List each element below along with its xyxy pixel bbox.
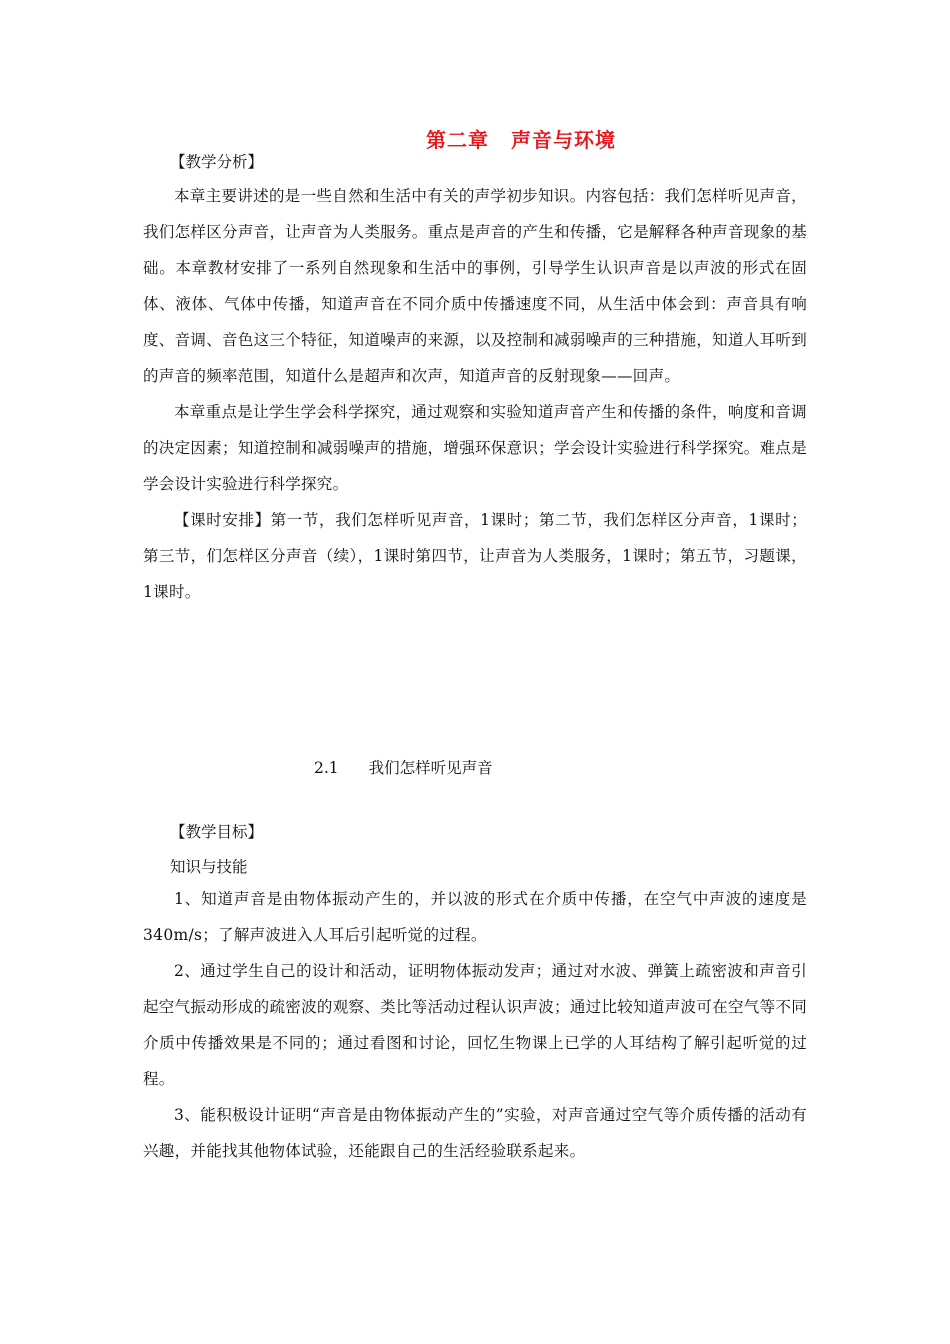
objective-item: 1、知道声音是由物体振动产生的，并以波的形式在介质中传播，在空气中声波的速度是340m/s；了解声波进入人耳后引起听觉的过程。: [143, 890, 807, 944]
objective-item: 2、通过学生自己的设计和活动，证明物体振动发声；通过对水波、弹簧上疏密波和声音引起空气振动形成的疏密波的观察、类比等活动过程认识声波；通过比较知道声波可在空气等不同介质中传播效果是不同的；通过看图和讨论，回忆生物课上已学的人耳结构了解引起听觉的过程。: [143, 962, 807, 1088]
schedule-paragraph: 【课时安排】第一节，我们怎样听见声音，1课时；第二节，我们怎样区分声音，1课时；第三节，们怎样区分声音（续），1课时第四节，让声音为人类服务，1课时；第五节，习题课，1课时。: [143, 511, 807, 601]
analysis-heading: 【教学分析】: [170, 153, 264, 171]
objectives-heading: 【教学目标】: [170, 823, 264, 841]
objective-item: 3、能积极设计证明“声音是由物体振动产生的”实验，对声音通过空气等介质传播的活动有兴趣，并能找其他物体试验，还能跟自己的生活经验联系起来。: [143, 1106, 807, 1160]
section-name: 我们怎样听见声音: [368, 759, 493, 777]
objectives-body: [143, 881, 807, 1169]
objectives-subheading: 知识与技能: [170, 858, 248, 876]
chapter-title: [426, 124, 616, 153]
section-number: 2.1: [314, 759, 339, 777]
analysis-body: [143, 178, 807, 610]
section-title: [314, 756, 493, 778]
chapter-label: 第二章: [426, 128, 489, 152]
analysis-paragraph: 本章重点是让学生学会科学探究，通过观察和实验知道声音产生和传播的条件，响度和音调的决定因素；知道控制和减弱噪声的措施，增强环保意识；学会设计实验进行科学探究。难点是学会设计实验进行科学探究。: [143, 403, 807, 493]
chapter-name: 声音与环境: [511, 128, 616, 152]
analysis-paragraph: 本章主要讲述的是一些自然和生活中有关的声学初步知识。内容包括：我们怎样听见声音，我们怎样区分声音，让声音为人类服务。重点是声音的产生和传播，它是解释各种声音现象的基础。本章教材安排了一系列自然现象和生活中的事例，引导学生认识声音是以声波的形式在固体、液体、气体中传播，知道声音在不同介质中传播速度不同，从生活中体会到：声音具有响度、音调、音色这三个特征，知道噪声的来源，以及控制和减弱噪声的三种措施，知道人耳听到的声音的频率范围，知道什么是超声和次声，知道声音的反射现象——回声。: [143, 187, 807, 385]
